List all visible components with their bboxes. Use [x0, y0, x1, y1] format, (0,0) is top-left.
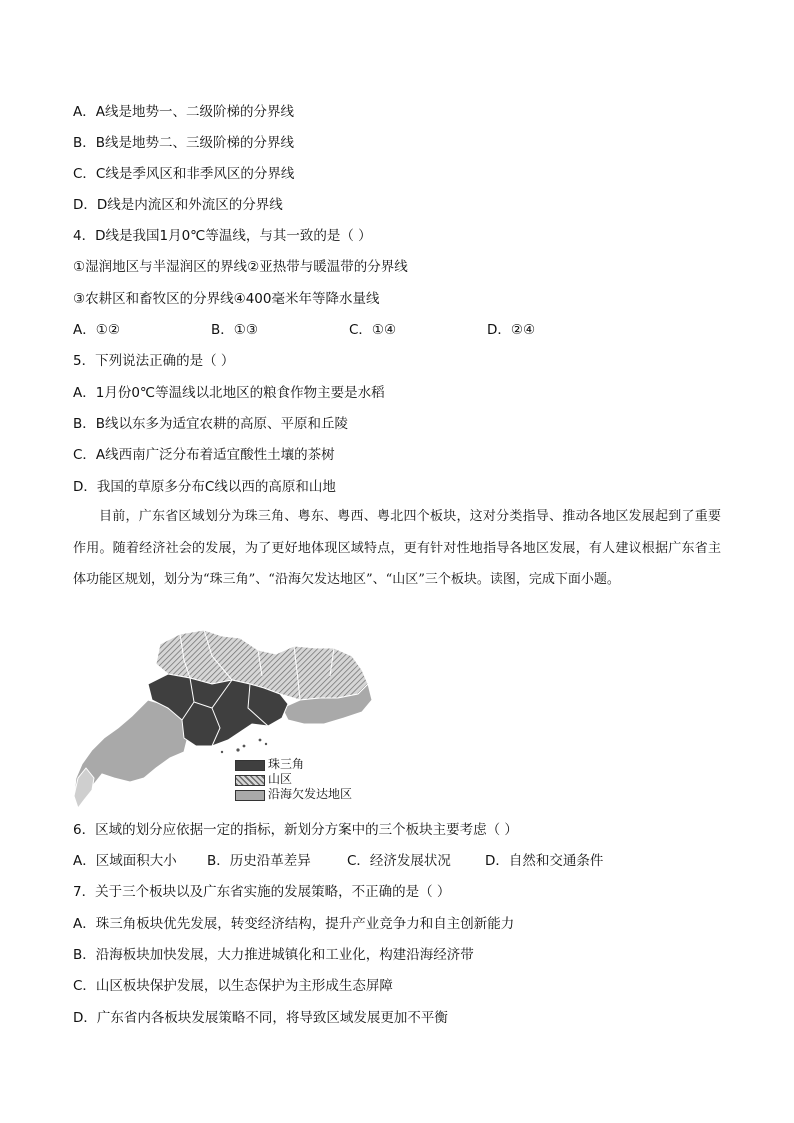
- q7-option-c: C．山区板块保护发展，以生态保护为主形成生态屏障: [73, 978, 393, 994]
- q3-option-a: A．A线是地势一、二级阶梯的分界线: [73, 104, 294, 120]
- q4-option-a: A．①②: [73, 322, 120, 338]
- q4-option-b: B．①③: [211, 322, 258, 338]
- q6-stem: 6．区域的划分应依据一定的指标，新划分方案中的三个板块主要考虑（ ）: [73, 822, 518, 838]
- q3-option-d: D．D线是内流区和外流区的分界线: [73, 197, 283, 213]
- legend-label-mountain: 山区: [268, 772, 293, 786]
- guangdong-region-map: [72, 628, 372, 808]
- q6-option-c: C．经济发展状况: [347, 853, 451, 869]
- q7-option-d: D．广东省内各板块发展策略不同，将导致区域发展更加不平衡: [73, 1010, 448, 1026]
- q5-option-b: B．B线以东多为适宜农耕的高原、平原和丘陵: [73, 416, 349, 432]
- q7-stem: 7．关于三个板块以及广东省实施的发展策略，不正确的是（ ）: [73, 884, 451, 900]
- legend-swatch-prd: [235, 760, 265, 771]
- legend-swatch-mountain: [235, 775, 265, 786]
- q5-option-a: A．1月份0℃等温线以北地区的粮食作物主要是水稻: [73, 385, 385, 401]
- legend-swatch-coastal: [235, 790, 265, 801]
- q6-option-b: B．历史沿革差异: [207, 853, 311, 869]
- q5-stem: 5．下列说法正确的是（ ）: [73, 353, 235, 369]
- q7-option-a: A．珠三角板块优先发展，转变经济结构，提升产业竞争力和自主创新能力: [73, 916, 515, 932]
- q4-option-d: D．②④: [487, 322, 536, 338]
- legend-label-coastal: 沿海欠发达地区: [268, 787, 353, 801]
- q3-option-b: B．B线是地势二、三级阶梯的分界线: [73, 135, 295, 151]
- q5-option-c: C．A线西南广泛分布着适宜酸性土壤的茶树: [73, 447, 335, 463]
- reading-passage: 目前，广东省区域划分为珠三角、粤东、粤西、粤北四个板块，这对分类指导、推动各地区发展起到了重要作用。随着经济社会的发展，为了更好地体现区域特点，更有针对性地指导各地区发展，有人建议根据广东省主体功能区规划，划分为“珠三角”、“沿海欠发达地区”、“山区”三个板块。读图，完成下面小题。: [73, 509, 721, 587]
- q6-option-d: D．自然和交通条件: [485, 853, 604, 869]
- q4-stem: 4．D线是我国1月0℃等温线，与其一致的是（ ）: [73, 228, 372, 244]
- q7-option-b: B．沿海板块加快发展，大力推进城镇化和工业化，构建沿海经济带: [73, 947, 474, 963]
- q5-option-d: D．我国的草原多分布C线以西的高原和山地: [73, 479, 336, 495]
- q3-option-c: C．C线是季风区和非季风区的分界线: [73, 166, 295, 182]
- q4-statement-1: ①湿润地区与半湿润区的界线②亚热带与暖温带的分界线: [73, 259, 408, 275]
- legend-label-prd: 珠三角: [268, 757, 305, 771]
- q4-option-c: C．①④: [349, 322, 397, 338]
- map-svg: [72, 628, 372, 808]
- q6-option-a: A．区域面积大小: [73, 853, 177, 869]
- q4-statement-2: ③农耕区和畜牧区的分界线④400毫米年等降水量线: [73, 291, 380, 307]
